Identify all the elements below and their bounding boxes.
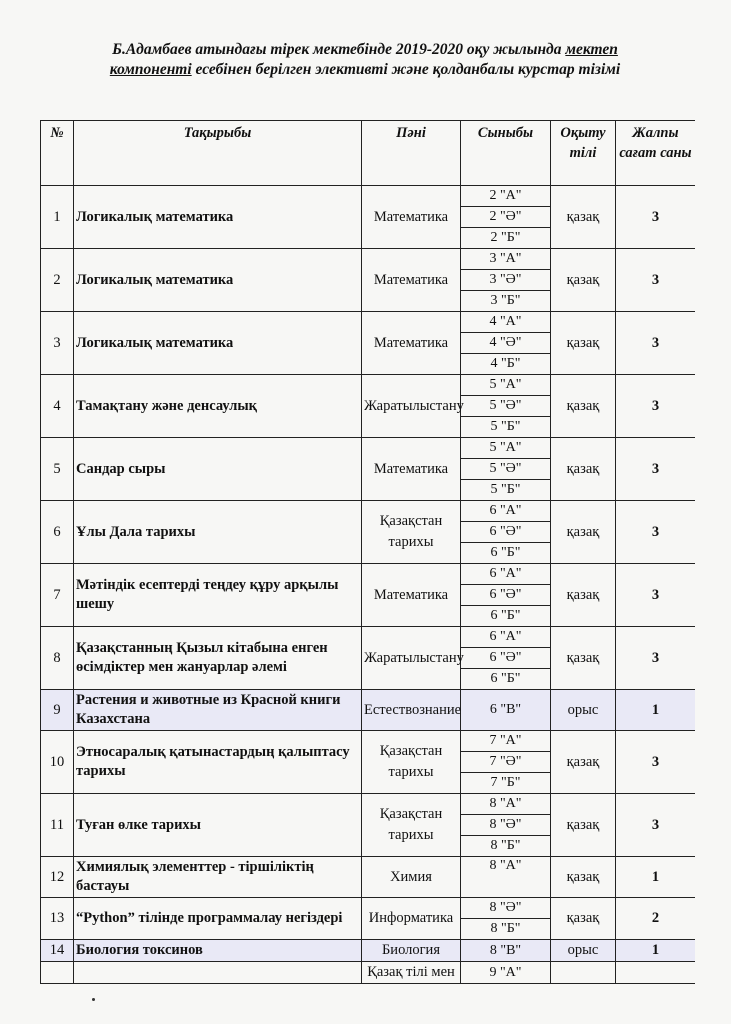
course-subject: Математика	[362, 312, 461, 375]
class-cell: 6 "Ә"	[461, 585, 551, 606]
teaching-language: қазақ	[551, 898, 616, 940]
class-cell: 8 "Ә"	[461, 898, 551, 919]
class-cell: 8 "Ә"	[461, 815, 551, 836]
class-cell: 8 "А"	[461, 794, 551, 815]
row-number: 5	[41, 438, 74, 501]
total-hours: 1	[616, 940, 696, 962]
class-cell: 2 "Ә"	[461, 207, 551, 228]
teaching-language: қазақ	[551, 857, 616, 898]
class-cell: 6 "Б"	[461, 543, 551, 564]
courses-table-wrapper	[40, 120, 695, 990]
class-cell: 5 "Ә"	[461, 396, 551, 417]
teaching-language: қазақ	[551, 731, 616, 794]
row-number: 6	[41, 501, 74, 564]
row-number: 12	[41, 857, 74, 898]
total-hours: 1	[616, 690, 696, 731]
table-row	[41, 564, 696, 585]
course-topic: Логикалық математика	[74, 312, 362, 375]
teaching-language: қазақ	[551, 627, 616, 690]
title-underlined-2: компоненті	[109, 61, 192, 78]
course-topic: Қазақстанның Қызыл кітабына енген өсімдіктер мен жануарлар әлемі	[74, 627, 362, 690]
class-cell: 4 "Ә"	[461, 333, 551, 354]
total-hours: 3	[616, 375, 696, 438]
class-cell: 7 "Ә"	[461, 752, 551, 773]
course-subject: Математика	[362, 249, 461, 312]
course-subject: Химия	[362, 857, 461, 898]
table-row	[41, 186, 696, 207]
class-cell: 5 "Б"	[461, 417, 551, 438]
row-number: 11	[41, 794, 74, 857]
class-cell: 5 "Б"	[461, 480, 551, 501]
teaching-language: қазақ	[551, 249, 616, 312]
class-cell: 3 "А"	[461, 249, 551, 270]
class-cell: 8 "Б"	[461, 836, 551, 857]
header-subject: Пәні	[362, 121, 461, 186]
course-subject: Жаратылыстану	[362, 375, 461, 438]
class-cell: 5 "Ә"	[461, 459, 551, 480]
course-topic: Сандар сыры	[74, 438, 362, 501]
total-hours: 2	[616, 898, 696, 940]
total-hours	[616, 962, 696, 984]
row-number: 7	[41, 564, 74, 627]
table-row	[41, 962, 696, 984]
total-hours: 3	[616, 312, 696, 375]
title-part1: Б.Адамбаев атындағы тірек мектебінде 2019-2020 оқу жылында	[112, 41, 562, 58]
teaching-language: қазақ	[551, 501, 616, 564]
course-subject: Қазақстан тарихы	[362, 501, 461, 564]
teaching-language: қазақ	[551, 186, 616, 249]
course-subject: Математика	[362, 564, 461, 627]
table-row	[41, 312, 696, 333]
header-class: Сыныбы	[461, 121, 551, 186]
table-row	[41, 249, 696, 270]
course-subject: Естествознание	[362, 690, 461, 731]
table-row	[41, 898, 696, 919]
teaching-language: қазақ	[551, 375, 616, 438]
header-hours: Жалпы сағат саны	[616, 121, 696, 186]
teaching-language: қазақ	[551, 794, 616, 857]
total-hours: 1	[616, 857, 696, 898]
row-number: 14	[41, 940, 74, 962]
class-cell: 6 "А"	[461, 627, 551, 648]
table-row	[41, 690, 696, 731]
course-subject: Қазақстан тарихы	[362, 794, 461, 857]
row-number: 4	[41, 375, 74, 438]
class-cell: 8 "А"	[461, 857, 551, 898]
class-cell: 6 "Ә"	[461, 522, 551, 543]
course-topic: Туған өлке тарихы	[74, 794, 362, 857]
header-num: №	[41, 121, 74, 186]
total-hours: 3	[616, 794, 696, 857]
course-topic	[74, 962, 362, 984]
table-row	[41, 438, 696, 459]
scan-mark	[92, 998, 95, 1001]
class-cell: 8 "В"	[461, 940, 551, 962]
row-number: 10	[41, 731, 74, 794]
header-row	[41, 121, 696, 186]
class-cell: 4 "А"	[461, 312, 551, 333]
row-number: 3	[41, 312, 74, 375]
table-row	[41, 731, 696, 752]
course-topic: Логикалық математика	[74, 186, 362, 249]
total-hours: 3	[616, 501, 696, 564]
table-row	[41, 857, 696, 898]
class-cell: 6 "Б"	[461, 606, 551, 627]
total-hours: 3	[616, 438, 696, 501]
course-topic: Растения и животные из Красной книги Казахстана	[74, 690, 362, 731]
class-cell: 4 "Б"	[461, 354, 551, 375]
class-cell: 7 "Б"	[461, 773, 551, 794]
teaching-language: орыс	[551, 940, 616, 962]
course-topic: Ұлы Дала тарихы	[74, 501, 362, 564]
header-topic: Тақырыбы	[74, 121, 362, 186]
total-hours: 3	[616, 186, 696, 249]
course-topic: Логикалық математика	[74, 249, 362, 312]
course-subject: Математика	[362, 438, 461, 501]
row-number: 8	[41, 627, 74, 690]
course-topic: Мәтіндік есептерді теңдеу құру арқылы шешу	[74, 564, 362, 627]
row-number: 13	[41, 898, 74, 940]
course-topic: Биология токсинов	[74, 940, 362, 962]
class-cell: 6 "Ә"	[461, 648, 551, 669]
teaching-language: қазақ	[551, 438, 616, 501]
class-cell: 7 "А"	[461, 731, 551, 752]
class-cell: 5 "А"	[461, 438, 551, 459]
header-lang: Оқыту тілі	[551, 121, 616, 186]
course-topic: Тамақтану және денсаулық	[74, 375, 362, 438]
course-subject: Биология	[362, 940, 461, 962]
courses-table	[40, 120, 695, 984]
total-hours: 3	[616, 627, 696, 690]
class-cell: 6 "В"	[461, 690, 551, 731]
table-row	[41, 501, 696, 522]
table-row	[41, 375, 696, 396]
course-topic: “Python” тілінде программалау негіздері	[74, 898, 362, 940]
row-number	[41, 962, 74, 984]
class-cell: 2 "Б"	[461, 228, 551, 249]
table-body	[41, 186, 696, 984]
course-subject: Информатика	[362, 898, 461, 940]
class-cell: 6 "А"	[461, 501, 551, 522]
row-number: 2	[41, 249, 74, 312]
teaching-language	[551, 962, 616, 984]
teaching-language: қазақ	[551, 564, 616, 627]
class-cell: 5 "А"	[461, 375, 551, 396]
course-subject: Қазақстан тарихы	[362, 731, 461, 794]
teaching-language: қазақ	[551, 312, 616, 375]
course-subject: Математика	[362, 186, 461, 249]
course-subject: Жаратылыстану	[362, 627, 461, 690]
class-cell: 6 "А"	[461, 564, 551, 585]
class-cell: 2 "А"	[461, 186, 551, 207]
class-cell: 3 "Б"	[461, 291, 551, 312]
class-cell: 9 "А"	[461, 962, 551, 984]
table-row	[41, 940, 696, 962]
total-hours: 3	[616, 731, 696, 794]
class-cell: 6 "Б"	[461, 669, 551, 690]
course-topic: Химиялық элементтер - тіршіліктің бастауы	[74, 857, 362, 898]
class-cell: 8 "Б"	[461, 919, 551, 940]
total-hours: 3	[616, 249, 696, 312]
title-part2: есебінен берілген элективті және қолданбалы курстар тізімі	[195, 61, 621, 78]
course-subject: Қазақ тілі мен	[362, 962, 461, 984]
document-title	[40, 40, 690, 80]
table-row	[41, 794, 696, 815]
total-hours: 3	[616, 564, 696, 627]
row-number: 9	[41, 690, 74, 731]
table-row	[41, 627, 696, 648]
teaching-language: орыс	[551, 690, 616, 731]
class-cell: 3 "Ә"	[461, 270, 551, 291]
course-topic: Этносаралық қатынастардың қалыптасу тарихы	[74, 731, 362, 794]
row-number: 1	[41, 186, 74, 249]
title-underlined-1: мектеп	[565, 41, 618, 58]
